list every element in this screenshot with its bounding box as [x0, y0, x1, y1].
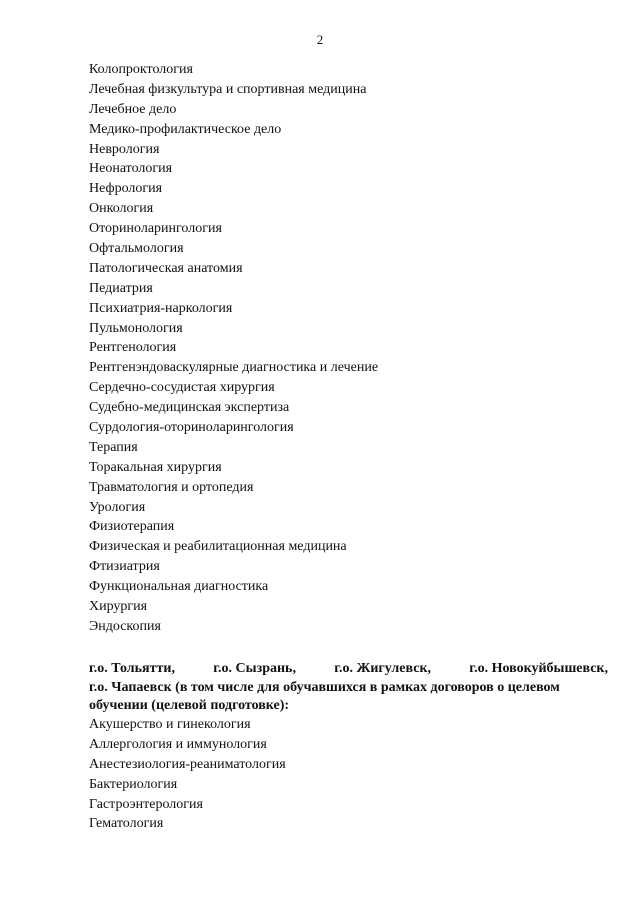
list-item: Лечебная физкультура и спортивная медицина: [89, 81, 367, 97]
list-item: Оториноларингология: [89, 221, 222, 237]
list-item: Гастроэнтерология: [89, 796, 203, 812]
list-item: Рентгенэндоваскулярные диагностика и лечение: [89, 360, 379, 376]
list-item: Педиатрия: [89, 280, 153, 296]
list-item: Онкология: [89, 201, 154, 217]
list-item: Рентгенология: [89, 340, 177, 356]
list-item: Торакальная хирургия: [89, 459, 222, 475]
list-item: Офтальмология: [89, 241, 184, 257]
list-item: Хирургия: [89, 599, 148, 615]
list-item: Гематология: [89, 816, 164, 832]
list-item: Фтизиатрия: [89, 559, 160, 575]
list-item: Акушерство и гинекология: [89, 717, 251, 732]
list-item: Патологическая анатомия: [89, 260, 243, 276]
city-syzran: г.о. Сызрань,: [213, 661, 296, 676]
page-number: 2: [316, 32, 324, 47]
region-header-line-2: г.о. Чапаевск (в том числе для обучавшихся в рамках договоров о целевом: [89, 679, 560, 695]
region-header-line-3: обучении (целевой подготовке):: [89, 698, 290, 714]
list-item: Лечебное дело: [89, 101, 177, 117]
list-item: Колопроктология: [89, 62, 193, 77]
list-item: Терапия: [89, 439, 138, 455]
specialty-list-bottom: [89, 715, 286, 834]
list-item: Анестезиология-реаниматология: [89, 756, 286, 772]
list-item: Травматология и ортопедия: [89, 479, 254, 495]
list-item: Сердечно-сосудистая хирургия: [89, 380, 275, 396]
region-header: [89, 660, 608, 716]
region-cities-line: [89, 660, 608, 679]
city-novokuybyshevsk: г.о. Новокуйбышевск,: [469, 661, 608, 676]
list-item: Функциональная диагностика: [89, 579, 269, 595]
list-item: Физиотерапия: [89, 519, 175, 535]
list-item: Нефрология: [89, 181, 163, 197]
specialty-list-top: [89, 60, 378, 637]
list-item: Медико-профилактическое дело: [89, 121, 282, 137]
list-item: Неврология: [89, 141, 160, 157]
list-item: Аллергология и иммунология: [89, 736, 267, 752]
list-item: Эндоскопия: [89, 618, 161, 634]
list-item: Бактериология: [89, 776, 178, 792]
list-item: Пульмонология: [89, 320, 183, 336]
city-tolyatti: г.о. Тольятти,: [89, 661, 175, 676]
list-item: Психиатрия-наркология: [89, 300, 233, 316]
list-item: Урология: [89, 499, 146, 515]
city-zhigulevsk: г.о. Жигулевск,: [334, 661, 432, 676]
list-item: Сурдология-оториноларингология: [89, 420, 294, 436]
list-item: Неонатология: [89, 161, 173, 177]
list-item: Судебно-медицинская экспертиза: [89, 400, 290, 416]
list-item: Физическая и реабилитационная медицина: [89, 539, 347, 555]
